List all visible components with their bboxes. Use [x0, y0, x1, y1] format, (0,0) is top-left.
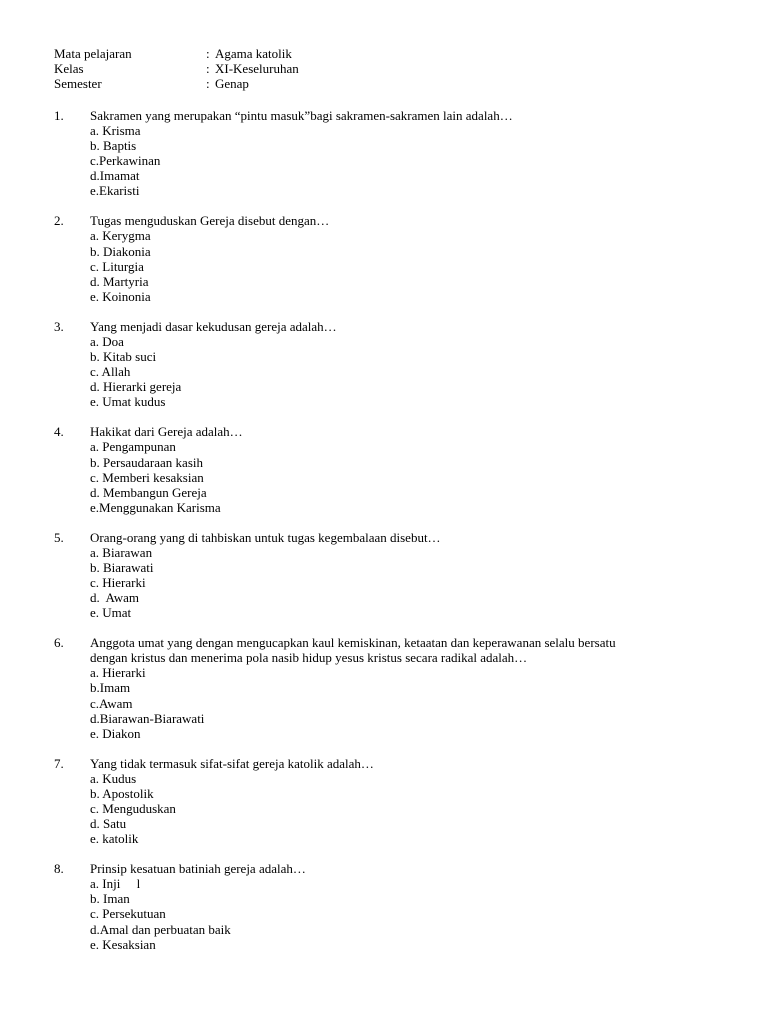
answer-option: e.Menggunakan Karisma — [90, 499, 221, 515]
answer-option: a. Krisma — [90, 123, 141, 138]
answer-option: e. Diakon — [90, 725, 141, 741]
answer-option: a. Kerygma — [90, 228, 151, 244]
question-text-line — [54, 650, 754, 665]
question-text: Anggota umat yang dengan mengucapkan kaul kemiskinan, ketaatan dan keperawanan selalu bersatu — [90, 635, 616, 651]
answer-option: b. Kitab suci — [90, 349, 157, 365]
question-4 — [54, 424, 754, 514]
question-text: Sakramen yang merupakan “pintu masuk”bagi sakramen-sakramen lain adalah… — [90, 108, 513, 123]
question-6 — [54, 635, 754, 740]
question-text: dengan kristus dan menerima pola nasib hidup yesus kristus secara radikal adalah… — [90, 650, 528, 666]
question-number: 1. — [54, 108, 64, 123]
answer-option: a. Biarawan — [90, 544, 153, 560]
question-number: 3. — [54, 318, 64, 334]
answer-option: e. Umat — [90, 605, 132, 621]
answer-option: c. Allah — [90, 364, 131, 380]
question-text-line — [54, 319, 754, 334]
question-text: Tugas menguduskan Gereja disebut dengan… — [90, 213, 330, 229]
header-label: Kelas — [54, 61, 84, 76]
header-colon: : — [206, 61, 210, 76]
question-text-line — [54, 530, 754, 545]
answer-option: b. Diakonia — [90, 243, 151, 259]
question-text-line — [54, 756, 754, 771]
header-value: XI-Keseluruhan — [215, 61, 299, 76]
header-colon: : — [206, 76, 210, 91]
answer-option: c.Perkawinan — [90, 153, 161, 169]
answer-option: b. Persaudaraan kasih — [90, 454, 203, 470]
answer-option: e. katolik — [90, 831, 139, 847]
answer-option: a. Hierarki — [90, 665, 146, 681]
question-text: Yang tidak termasuk sifat-sifat gereja katolik adalah… — [90, 755, 374, 771]
question-text: Prinsip kesatuan batiniah gereja adalah… — [90, 861, 306, 877]
question-text: Yang menjadi dasar kekudusan gereja adalah… — [90, 318, 337, 334]
answer-option: c. Memberi kesaksian — [90, 469, 204, 485]
answer-option: c. Hierarki — [90, 575, 146, 591]
question-number: 2. — [54, 213, 64, 229]
header-label: Semester — [54, 76, 102, 91]
answer-option: b.Imam — [90, 680, 131, 696]
answer-option: c. Persekutuan — [90, 906, 166, 922]
answer-option: d.Amal dan perbuatan baik — [90, 921, 231, 937]
question-text-line — [54, 861, 754, 876]
answer-option: a. Inji l — [90, 876, 141, 892]
question-text-line — [54, 213, 754, 228]
question-text-line — [54, 108, 754, 123]
answer-option: d. Satu — [90, 816, 127, 832]
header-value: Agama katolik — [215, 46, 292, 61]
header-value: Genap — [215, 76, 249, 91]
answer-option: e. Umat kudus — [90, 394, 166, 410]
question-3 — [54, 319, 754, 409]
answer-option: e. Koinonia — [90, 288, 151, 304]
question-text-line — [54, 424, 754, 439]
header-label: Mata pelajaran — [54, 46, 132, 61]
answer-option: b. Iman — [90, 891, 130, 907]
question-2 — [54, 213, 754, 303]
question-number: 7. — [54, 755, 64, 771]
question-number: 6. — [54, 635, 64, 651]
answer-option: a. Kudus — [90, 770, 137, 786]
answer-option: d. Awam — [90, 590, 139, 606]
question-text: Hakikat dari Gereja adalah… — [90, 424, 243, 440]
answer-option: d. Hierarki gereja — [90, 379, 182, 395]
question-8 — [54, 861, 754, 951]
answer-option: c.Awam — [90, 695, 133, 711]
answer-option: d.Biarawan-Biarawati — [90, 710, 205, 726]
answer-option: c. Liturgia — [90, 258, 144, 274]
answer-option: d.Imamat — [90, 168, 140, 184]
question-list — [54, 108, 754, 967]
question-number: 4. — [54, 424, 64, 440]
question-1 — [54, 108, 754, 198]
answer-option: d. Martyria — [90, 273, 149, 289]
question-text: Orang-orang yang di tahbiskan untuk tugas kegembalaan disebut… — [90, 529, 441, 545]
answer-option: b. Apostolik — [90, 785, 154, 801]
question-7 — [54, 756, 754, 846]
answer-option: d. Membangun Gereja — [90, 484, 207, 500]
question-5 — [54, 530, 754, 620]
answer-option: e. Kesaksian — [90, 936, 156, 952]
answer-option: c. Menguduskan — [90, 801, 176, 816]
question-number: 8. — [54, 861, 64, 877]
answer-option: e.Ekaristi — [90, 183, 140, 199]
answer-option: a. Doa — [90, 333, 124, 349]
answer-option: b. Biarawati — [90, 559, 154, 575]
question-text-line — [54, 635, 754, 650]
answer-option: a. Pengampunan — [90, 439, 176, 455]
question-number: 5. — [54, 529, 64, 545]
answer-option: b. Baptis — [90, 138, 137, 154]
header-colon: : — [206, 46, 210, 61]
